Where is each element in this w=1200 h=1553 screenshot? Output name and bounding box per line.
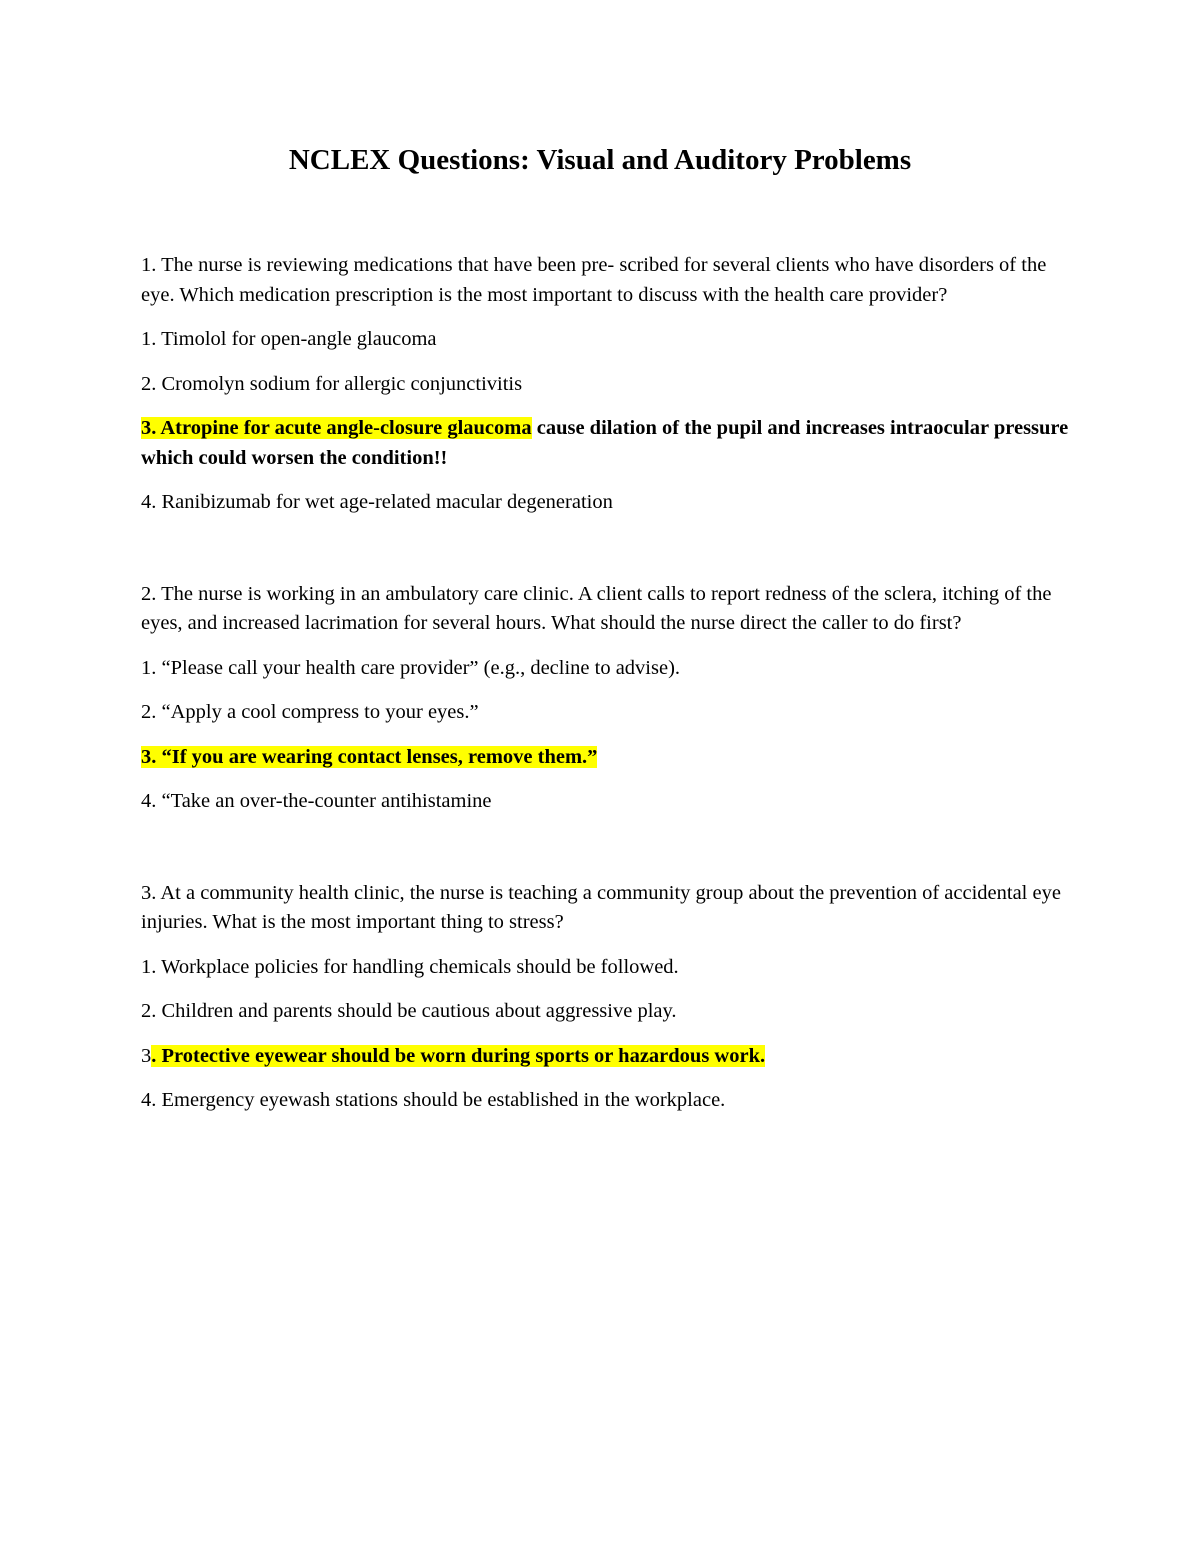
option-1: 1. Timolol for open-angle glaucoma xyxy=(141,328,437,350)
answer-highlight: 3. “If you are wearing contact lenses, remove them.” xyxy=(141,745,598,768)
correct-answer xyxy=(141,414,1071,473)
answer-highlight: . Protective eyewear should be worn during sports or hazardous work. xyxy=(151,1044,766,1067)
page-title: NCLEX Questions: Visual and Auditory Problems xyxy=(288,144,912,176)
question-2 xyxy=(141,580,1071,817)
spacer xyxy=(141,533,1071,580)
question-1 xyxy=(141,251,1071,518)
option-4: 4. “Take an over-the-counter antihistamine xyxy=(141,790,492,812)
spacer xyxy=(141,832,1071,879)
option-4: 4. Ranibizumab for wet age-related macular degeneration xyxy=(141,491,613,513)
answer-rationale: cause dilation of the pupil and increases intraocular pressure which could worsen the condition!! xyxy=(141,417,1069,469)
option-1: 1. “Please call your health care provider” (e.g., decline to advise). xyxy=(141,656,681,679)
question-stem: 2. The nurse is working in an ambulatory care clinic. A client calls to report redness of the sclera, itching of the eyes, and increased lacrimation for several hours. What should the nurse direct the caller to do first? xyxy=(141,582,1052,634)
question-stem: 1. The nurse is reviewing medications that have been pre- scribed for several clients who have disorders of the eye. Which medication prescription is the most important to discuss with the health care provider? xyxy=(141,254,1047,306)
question-stem: 3. At a community health clinic, the nurse is teaching a community group about the prevention of accidental eye injuries. What is the most important thing to stress? xyxy=(141,881,1061,933)
answer-prefix: 3 xyxy=(141,1044,152,1067)
correct-answer xyxy=(141,1042,1071,1072)
answer-highlight: 3. Atropine for acute angle-closure glaucoma xyxy=(141,417,532,439)
option-2: 2. Children and parents should be cautious about aggressive play. xyxy=(141,1000,677,1022)
option-2: 2. Cromolyn sodium for allergic conjunctivitis xyxy=(141,372,523,395)
question-3 xyxy=(141,879,1071,1116)
option-2: 2. “Apply a cool compress to your eyes.” xyxy=(141,701,479,723)
document-body xyxy=(141,251,1071,1131)
option-1: 1. Workplace policies for handling chemicals should be followed. xyxy=(141,955,679,978)
option-4: 4. Emergency eyewash stations should be established in the workplace. xyxy=(141,1089,726,1111)
correct-answer xyxy=(141,743,1071,773)
